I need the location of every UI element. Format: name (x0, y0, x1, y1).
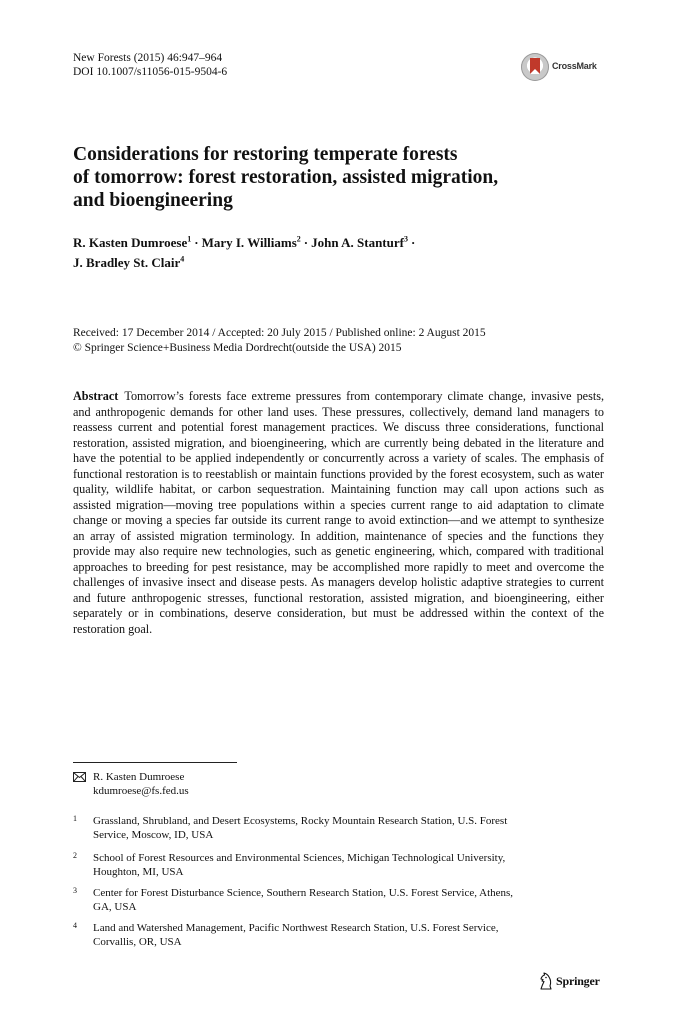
affiliation-text (93, 814, 563, 842)
abstract (73, 389, 604, 637)
affiliation-text (93, 921, 563, 949)
journal-citation: New Forests (2015) 46:947–964 (73, 52, 223, 64)
affiliation-line: Center for Forest Disturbance Science, Southern Research Station, U.S. Forest Service, Athens, (93, 887, 514, 899)
article-dates (73, 326, 613, 355)
affiliation-line: Service, Moscow, ID, USA (93, 829, 214, 841)
article-history: Received: 17 December 2014 / Accepted: 20 July 2015 / Published online: 2 August 2015 (73, 327, 486, 339)
title-line: and bioengineering (73, 190, 233, 211)
abstract-heading: Abstract (73, 389, 119, 403)
title-line: of tomorrow: forest restoration, assisted migration, (73, 167, 499, 188)
author-row (73, 233, 613, 253)
author-name[interactable]: Mary I. Williams (201, 235, 297, 250)
footnote-divider (73, 762, 237, 763)
crossmark-label: CrossMark (552, 61, 597, 71)
affiliation-line: Land and Watershed Management, Pacific Northwest Research Station, U.S. Forest Service, (93, 922, 499, 934)
paper-title (73, 143, 613, 212)
affiliation-text (93, 851, 563, 879)
doi[interactable]: DOI 10.1007/s11056-015-9504-6 (73, 66, 228, 78)
corresponding-text (93, 770, 189, 798)
title-line: Considerations for restoring temperate forests (73, 144, 458, 165)
affiliation-text (93, 886, 563, 914)
author-list (73, 233, 613, 273)
crossmark-badge[interactable] (521, 50, 617, 84)
springer-knight-icon (538, 972, 554, 990)
corresponding-email[interactable]: kdumroese@fs.fed.us (93, 785, 189, 797)
affiliation-line: Corvallis, OR, USA (93, 936, 182, 948)
affiliation-line: Grassland, Shrubland, and Desert Ecosystems, Rocky Mountain Research Station, U.S. Forest (93, 815, 508, 827)
affiliation-line: School of Forest Resources and Environmental Sciences, Michigan Technological University, (93, 852, 506, 864)
author-name[interactable]: John A. Stanturf (311, 235, 404, 250)
author-affiliation-mark: 2 (296, 234, 301, 244)
author-separator: · (410, 235, 416, 250)
affiliation-number: 1 (73, 814, 77, 823)
author-affiliation-mark: 4 (180, 254, 185, 264)
affiliation-line: GA, USA (93, 901, 137, 913)
publisher-name: Springer (556, 974, 600, 988)
author-row (73, 253, 613, 273)
crossmark-icon (521, 53, 549, 81)
affiliation-number: 2 (73, 851, 77, 860)
author-separator: · (194, 235, 199, 250)
author-separator: · (303, 235, 309, 250)
copyright-notice: © Springer Science+Business Media Dordrecht(outside the USA) 2015 (73, 341, 402, 354)
author-name[interactable]: J. Bradley St. Clair (73, 255, 181, 270)
envelope-icon (73, 772, 86, 782)
affiliation-number: 4 (73, 921, 77, 930)
affiliation-number: 3 (73, 886, 77, 895)
author-affiliation-mark: 3 (403, 234, 408, 244)
abstract-body: Tomorrow’s forests face extreme pressures from contemporary climate change, invasive pests, and anthropogenic demands for other land uses. These pressures, collectively, demand land managers to reassess current and potential forest management practices. We discuss three considerations, functional restoration, assisted migration, and bioengineering, which are currently being debated in the literature and have the potential to be applied independently or concurrently across a variety of scales. The emphasis of functional restoration is to reestablish or maintain functions provided by the forest ecosystem, such as water quality, wildlife habitat, or carbon sequestration. Maintaining function may call upon actions such as assisted migration—moving tree populations within a species current range to aid adaptation to climate change or moving a species far outside its current range to avoid extinction—and we attempt to synthesize an array of assisted migration terminology. In addition, maintenance of species and the functions they provide may also require new technologies, such as genetic engineering, which, compared with traditional approaches to breeding for pest resistance, may be accomplished more rapidly to meet and overcome the challenges of invasive insect and disease pests. As managers develop holistic adaptive strategies to current and future anthropogenic stresses, functional restoration, assisted migration, and bioengineering, either separately or in combinations, deserve consideration, but must be addressed within the context of the restoration goal. (73, 389, 604, 636)
author-affiliation-mark: 1 (187, 234, 192, 244)
affiliation-line: Houghton, MI, USA (93, 866, 184, 878)
author-name[interactable]: R. Kasten Dumroese (73, 235, 188, 250)
corresponding-name: R. Kasten Dumroese (93, 771, 185, 783)
